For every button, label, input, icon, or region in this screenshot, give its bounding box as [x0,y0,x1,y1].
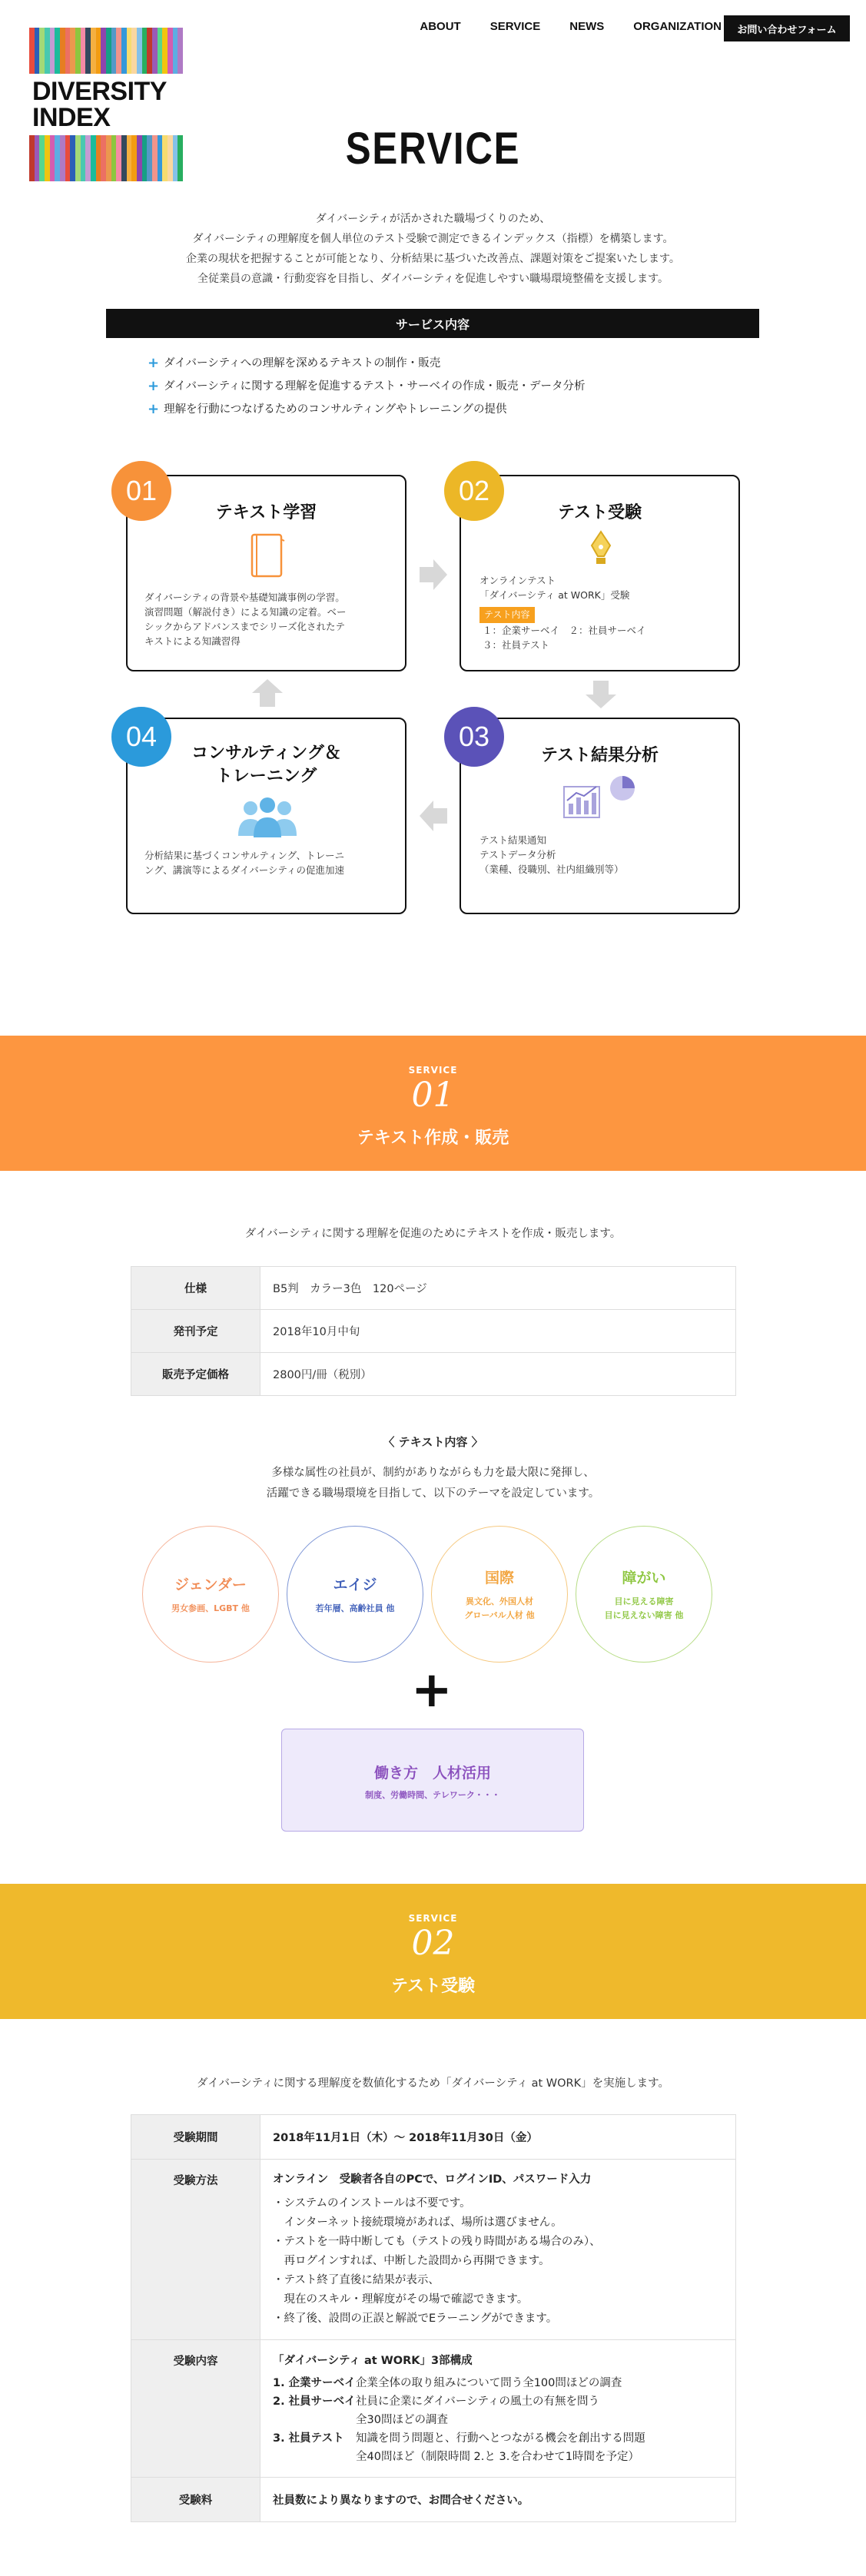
arrow-down-icon [584,681,618,708]
table-header-cell: 発刊予定 [131,1310,260,1353]
theme-age [287,1526,423,1663]
step-desc-line: 「ダイバーシティ at WORK」受験 [479,589,630,601]
logo-stripes-top [29,28,183,74]
test-info-table [131,2114,736,2522]
step-desc-line: ング、講演等によるダイバーシティの促進加速 [144,864,345,876]
contents-item-text: 知識を問う問題と、行動へとつながる機会を創出する問題 [356,2432,645,2445]
table-cell: 2800円/冊（税別） [260,1353,736,1396]
table-cell [260,2340,736,2478]
list-item-text: 理解を行動につなげるためのコンサルティングやトレーニングの提供 [164,403,507,416]
theme-title: ジェンダー [174,1576,247,1593]
logo-stripe [55,28,60,74]
step-title: テスト結果分析 [540,746,659,765]
theme-title: 障がい [622,1569,666,1586]
table-header-cell: 受験方法 [131,2160,260,2340]
theme-sub: 目に見えない障害 他 [604,1610,684,1620]
logo-stripe [35,28,40,74]
table-cell: 2018年10月中旬 [260,1310,736,1353]
logo-stripe [29,28,35,74]
logo-stripe [50,28,55,74]
logo-stripe [45,135,50,181]
text-contents-lead [0,1463,866,1504]
section-banner-01 [0,1036,866,1171]
logo-line-2: INDEX [32,103,111,132]
banner-title: テキスト作成・販売 [357,1129,509,1148]
plus-icon: + [148,355,160,371]
logo-stripe [173,28,178,74]
page-title: SERVICE [345,124,521,174]
logo-stripe [29,135,35,181]
logo-stripe [147,28,152,74]
theme-title: 国際 [484,1569,514,1586]
step-desc-line: シックからアドバンスまでシリーズ化されたテ [144,621,346,632]
theme-gender [142,1526,279,1663]
step-title: テキスト学習 [215,503,317,522]
section-lead: ダイバーシティに関する理解度を数値化するため「ダイバーシティ at WORK」を実施します。 [197,2077,669,2090]
banner-label: SERVICE [408,1913,458,1924]
method-line: ・テスト終了直後に結果が表示、 [273,2274,440,2286]
book-icon [249,532,286,579]
arrow-right-icon [420,558,447,592]
method-headline: オンライン 受験者各自のPCで、ログインID、パスワード入力 [273,2173,592,2186]
section-lead: ダイバーシティに関する理解を促進のためにテキストを作成・販売します。 [244,1228,622,1240]
logo-stripe [106,28,111,74]
contents-item-text: 企業全体の取り組みについて問う全100問ほどの調査 [356,2377,622,2389]
theme-sub: 目に見える障害 [614,1596,674,1606]
step-desc [144,848,344,877]
step-desc-line: オンラインテスト [479,575,556,586]
table-header-cell: 受験期間 [131,2115,260,2160]
logo-stripe [162,28,168,74]
contents-item-text: 社員に企業にダイバーシティの風土の有無を問う [356,2395,599,2408]
step-number-02: 02 [444,461,504,521]
contents-headline: 「ダイバーシティ at WORK」3部構成 [273,2355,473,2367]
table-row [131,1310,736,1353]
logo-line-1: DIVERSITY [32,77,167,106]
banner-label: SERVICE [408,1065,458,1076]
banner-number: 02 [411,1924,455,1963]
table-cell: B5判 カラー3色 120ページ [260,1267,736,1310]
table-cell [260,2160,736,2340]
step-title-line: トレーニング [215,767,317,786]
logo-stripe [152,28,158,74]
step-desc-line: ダイバーシティの背景や基礎知識事例の学習。 [144,592,345,603]
step-desc-line: １：企業サーベイ ２：社員サーベイ [483,625,646,636]
logo-stripe [60,28,65,74]
table-header-cell: 販売予定価格 [131,1353,260,1396]
contents-item-text: 全40問ほど（制限時間 2.と 3.を合わせて1時間を予定） [356,2451,640,2463]
theme-work-style [281,1729,584,1832]
section-banner-02 [0,1884,866,2019]
table-header-cell: 受験料 [131,2478,260,2522]
theme-sub: 異文化、外国人材 [466,1596,533,1606]
step-desc [144,590,347,648]
arrow-left-icon [420,799,447,833]
table-row [131,2478,736,2522]
logo-stripe [39,135,45,181]
theme-sub: グローバル人材 他 [464,1610,535,1620]
theme-sub: 男女参画、LGBT 他 [171,1603,250,1613]
logo-stripe [91,28,96,74]
step-desc-line: テストデータ分析 [479,849,556,860]
logo-stripe [168,28,173,74]
lead-line: 多様な属性の社員が、制約がありながらも力を最大限に発揮し、 [271,1467,595,1479]
banner-title: テスト受験 [390,1977,476,1996]
list-item [148,352,585,375]
logo-stripe [39,28,45,74]
people-icon [235,796,300,837]
intro-text [0,209,866,289]
logo-stripe [55,135,60,181]
logo-stripe [65,28,71,74]
logo-stripe [121,28,127,74]
step-title-line: コンサルティング＆ [191,744,341,763]
method-line: インターネット接続環境があれば、場所は選びません。 [273,2216,562,2229]
arrow-up-icon [251,679,284,707]
theme-international [431,1526,568,1663]
contents-item-text: 全30問ほどの調査 [356,2414,448,2426]
plus-icon: + [148,401,160,417]
chart-icon [561,773,641,821]
theme-title: 働き方 人材活用 [373,1765,491,1782]
list-item-text: ダイバーシティに関する理解を促進するテスト・サーベイの作成・販売・データ分析 [164,380,586,393]
pen-nib-icon [589,530,613,570]
logo-stripe [45,28,50,74]
table-row [131,2160,736,2340]
table-row [131,1267,736,1310]
intro-line: 全従業員の意識・行動変容を目指し、ダイバーシティを促進しやすい職場環境整備を支援します。 [197,273,669,285]
contents-item [273,2392,723,2429]
logo-stripe [75,28,81,74]
intro-line: ダイバーシティの理解度を個人単位のテスト受験で測定できるインデックス（指標）を構築します。 [192,233,674,245]
logo-stripe [70,28,75,74]
method-line: ・システムのインストールは不要です。 [273,2197,471,2210]
main-nav [420,20,722,33]
logo-stripe [142,28,148,74]
step-number-03: 03 [444,707,504,767]
table-header-cell: 受験内容 [131,2340,260,2478]
theme-disability [576,1526,712,1663]
contents-item-label: 1. 企業サーベイ [273,2377,356,2389]
step-number-01: 01 [111,461,171,521]
logo-stripe [178,28,183,74]
step-desc-line: テスト結果通知 [479,834,547,846]
logo-stripe [85,28,91,74]
logo-stripe [127,28,132,74]
logo-stripe [137,28,142,74]
nav-news[interactable]: NEWS [569,20,605,33]
step-desc-line: キストによる知識習得 [144,635,241,647]
method-line: ・テストを一時中断しても（テストの残り時間がある場合のみ）、 [273,2236,601,2248]
logo-stripe [96,28,101,74]
contact-form-button[interactable]: お問い合わせフォーム [724,15,850,41]
logo-stripe [81,28,86,74]
step-desc-line: （業種、役職別、社内組織別等） [479,864,624,875]
contents-item-label: 3. 社員テスト [273,2432,344,2445]
logo-stripe [111,28,117,74]
plus-icon: + [411,1662,453,1719]
method-line: ・終了後、設問の正誤と解説でEラーニングができます。 [273,2312,558,2325]
logo-stripe [35,135,40,181]
theme-title: エイジ [333,1576,377,1593]
logo-stripe [50,135,55,181]
lead-line: 活躍できる職場環境を目指して、以下のテーマを設定して​います。 [266,1487,600,1500]
nav-service[interactable]: SERVICE [489,20,541,33]
intro-line: 企業の現状を把握することが可能となり、分析結果に基づいた改善点、課題対策をご提案いたします。 [186,253,680,265]
logo-stripe [131,28,137,74]
text-contents-heading: 〈 テキスト内容 〉 [383,1435,483,1449]
nav-organization[interactable]: ORGANIZATION [633,20,722,33]
test-content-tag: テスト内容 [479,607,535,623]
service-contents-list [148,352,585,421]
logo-stripe [101,28,106,74]
nav-about[interactable]: ABOUT [420,20,461,33]
step-desc [479,573,646,652]
step-title [128,742,405,788]
step-desc-line: 分析結果に基づくコンサルティング、トレーニ [144,850,345,861]
logo-stripe [116,28,121,74]
list-item [148,398,585,421]
table-cell: 2018年11月1日（木）～ 2018年11月30日（金） [260,2115,736,2160]
method-line: 現在のスキル・理解度がその場で確認できます。 [273,2293,529,2306]
table-row [131,2340,736,2478]
step-number-04: 04 [111,707,171,767]
plus-icon: + [148,378,160,394]
contents-item [273,2429,723,2466]
step-desc-line: ３：社員テスト [483,639,550,651]
service-contents-heading: サービス内容 [106,309,759,338]
table-cell: 社員数により異なりますので、お問合せください。 [260,2478,736,2522]
spec-table [131,1266,736,1396]
list-item-text: ダイバーシティへの理解を深めるテキストの制作・販売 [164,357,441,370]
table-row [131,2115,736,2160]
step-title: テスト受験 [557,503,642,522]
step-desc-line: 演習問題（解説付き）による知識の定着。ベー [144,606,347,618]
step-card-02 [460,475,740,671]
banner-number: 01 [411,1076,455,1115]
method-line: 再ログインすれば、中断した設問から再開できます。 [273,2255,550,2267]
list-item [148,375,585,398]
logo-stripe [158,28,163,74]
table-header-cell: 仕様 [131,1267,260,1310]
table-row [131,1353,736,1396]
contents-item [273,2374,723,2392]
step-desc [479,833,624,877]
contents-item-label: 2. 社員サーベイ [273,2395,356,2408]
intro-line: ダイバーシティが活かされた職場づくりのため、 [315,213,551,225]
theme-sub: 若年層、高齢社員 他 [315,1603,395,1613]
theme-sub: 制度、労働時間、テレワーク・・・ [365,1790,500,1800]
